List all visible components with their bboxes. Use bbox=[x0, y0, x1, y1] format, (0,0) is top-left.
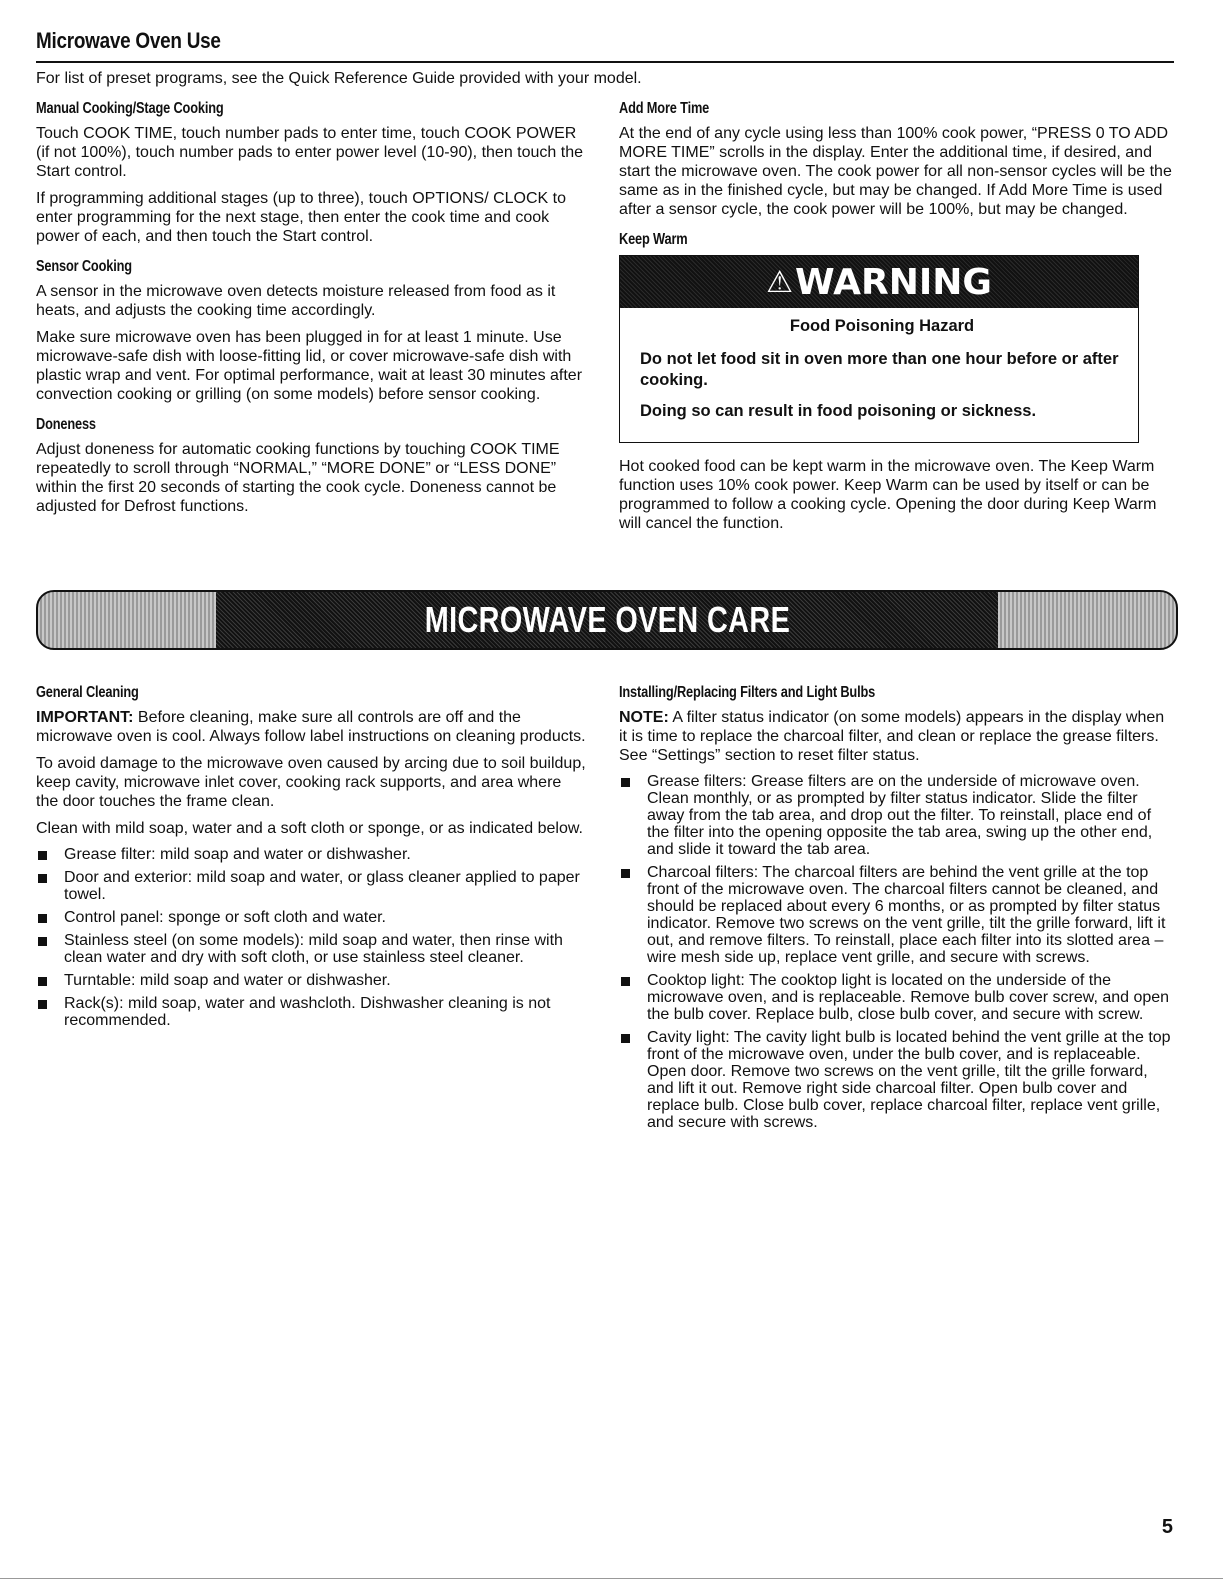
title-rule bbox=[36, 61, 1174, 63]
keep-warm-text: Hot cooked food can be kept warm in the microwave oven. The Keep Warm function uses 10% cook power. Keep Warm can be used by itself or can be programmed to follow a cooking cycle. Opening the door during Keep Warm will cancel the function. bbox=[619, 458, 1157, 532]
bullet-icon bbox=[621, 778, 630, 787]
warning-line-1: Do not let food sit in oven more than one hour before or after cooking. bbox=[640, 350, 1119, 389]
bullet-icon bbox=[38, 977, 47, 986]
list-item-text: Cooktop light: The cooktop light is located on the underside of the microwave oven, and is replaceable. Remove bulb cover screw, and open the bulb cover. Replace bulb, close bulb cover, and secure with screw. bbox=[647, 972, 1170, 1023]
care-right-column bbox=[619, 672, 1174, 1137]
list-item-text: Control panel: sponge or soft cloth and water. bbox=[64, 909, 386, 926]
add-more-time-text: At the end of any cycle using less than 100% cook power, “PRESS 0 TO ADD MORE TIME” scrolls in the display. Enter the additional time, if desired, and start the microwave oven. The cook power for all non-sensor cycles will be the same as in the finished cycle, but may be changed. If Add More Time is used after a sensor cycle, the cook power will be 100%, but may be changed. bbox=[619, 125, 1172, 218]
note-text: A filter status indicator (on some models) appears in the display when it is time to replace the charcoal filter, and clean or replace the grease filters. See “Settings” section to reset filter status. bbox=[619, 709, 1165, 764]
manual-cooking-text: Touch COOK TIME, touch number pads to enter time, touch COOK POWER (if not 100%), touch number pads to enter power level (10-90), then touch the Start control. bbox=[36, 125, 583, 180]
doneness-heading: Doneness bbox=[36, 416, 96, 433]
care-banner-title: MICROWAVE OVEN CARE bbox=[424, 599, 790, 640]
bullet-icon bbox=[38, 874, 47, 883]
care-banner bbox=[36, 590, 1178, 650]
bullet-icon bbox=[621, 977, 630, 986]
bullet-icon bbox=[38, 851, 47, 860]
sensor-cooking-tips: Make sure microwave oven has been plugged in for at least 1 minute. Use microwave-safe dish with loose-fitting lid, or cover microwave-safe dish with plastic wrap and vent. For optimal performance, wait at least 30 minutes after convection cooking or grilling (on some models) before sensor cooking. bbox=[36, 329, 583, 403]
filters-list bbox=[619, 773, 1174, 1131]
list-item bbox=[619, 864, 1174, 966]
warning-hazard-title: Food Poisoning Hazard bbox=[789, 317, 975, 335]
list-item-text: Rack(s): mild soap, water and washcloth. Dishwasher cleaning is not recommended. bbox=[64, 995, 551, 1029]
page-number: 5 bbox=[1161, 1516, 1173, 1538]
list-item-text: Cavity light: The cavity light bulb is located behind the vent grille at the top front of the microwave oven, under the bulb cover, and is replaceable. Open door. Remove two screws on the vent grille, tilt the grille forward, and lift it out. Remove right side charcoal filter. Open bulb cover and replace bulb. Close bulb cover, replace charcoal filter, replace vent grille, and secure with screws. bbox=[647, 1029, 1171, 1131]
use-left-column bbox=[36, 88, 586, 541]
warning-line-2: Doing so can result in food poisoning or sickness. bbox=[640, 402, 1037, 420]
list-item bbox=[36, 972, 586, 989]
warning-box bbox=[619, 255, 1139, 443]
bullet-icon bbox=[38, 937, 47, 946]
important-note bbox=[36, 708, 586, 746]
filter-note bbox=[619, 708, 1174, 765]
note-label: NOTE: bbox=[619, 709, 669, 726]
list-item bbox=[36, 869, 586, 903]
important-label: IMPORTANT: bbox=[36, 709, 134, 726]
care-left-column bbox=[36, 672, 586, 1137]
bullet-icon bbox=[38, 914, 47, 923]
warning-header bbox=[620, 256, 1138, 308]
general-cleaning-heading: General Cleaning bbox=[36, 684, 139, 701]
sensor-cooking-text: A sensor in the microwave oven detects moisture released from food as it heats, and adjusts the cooking time accordingly. bbox=[36, 283, 556, 319]
list-item bbox=[36, 909, 586, 926]
use-right-column bbox=[619, 88, 1174, 541]
list-item-text: Door and exterior: mild soap and water, or glass cleaner applied to paper towel. bbox=[64, 869, 580, 903]
manual-cooking-heading: Manual Cooking/Stage Cooking bbox=[36, 100, 224, 117]
cleaning-list bbox=[36, 846, 586, 1029]
page-content bbox=[36, 28, 1174, 1131]
list-item bbox=[36, 846, 586, 863]
care-section bbox=[36, 672, 1174, 1137]
doneness-text: Adjust doneness for automatic cooking functions by touching COOK TIME repeatedly to scroll through “NORMAL,” “MORE DONE” or “LESS DONE” within the first 20 seconds of starting the cook cycle. Doneness cannot be adjusted for Defrost functions. bbox=[36, 441, 560, 515]
bottom-rule bbox=[0, 1578, 1223, 1579]
list-item-text: Grease filters: Grease filters are on the underside of microwave oven. Clean monthly, or as prompted by filter status indicator. Slide the filter away from the tab area, and drop out the filter. To reinstall, place end of the filter into the opening opposite the tab area, swing up the other end, and slide it toward the tab area. bbox=[647, 773, 1153, 858]
list-item bbox=[619, 972, 1174, 1023]
bullet-icon bbox=[621, 869, 630, 878]
sensor-cooking-heading: Sensor Cooking bbox=[36, 258, 132, 275]
list-item bbox=[36, 995, 586, 1029]
bullet-icon bbox=[621, 1034, 630, 1043]
use-section bbox=[36, 88, 1174, 541]
page-title: Microwave Oven Use bbox=[36, 28, 221, 53]
list-item bbox=[619, 773, 1174, 858]
important-text: Before cleaning, make sure all controls are off and the microwave oven is cool. Always follow label instructions on cleaning products. bbox=[36, 709, 586, 745]
list-item bbox=[36, 932, 586, 966]
warning-body bbox=[620, 308, 1138, 442]
add-more-time-heading: Add More Time bbox=[619, 100, 710, 117]
bullet-icon bbox=[38, 1000, 47, 1009]
list-item bbox=[619, 1029, 1174, 1131]
warning-triangle-icon: ⚠ bbox=[766, 264, 794, 300]
keep-warm-heading: Keep Warm bbox=[619, 231, 688, 248]
intro-text: For list of preset programs, see the Quick Reference Guide provided with your model. bbox=[36, 70, 642, 87]
list-item-text: Charcoal filters: The charcoal filters are behind the vent grille at the top front of the microwave oven. The charcoal filters cannot be cleaned, and should be replaced about every 6 months, or as prompted by filter status indicator. Remove two screws on the vent grille, tilt the grille forward, lift it out, and remove filters. To reinstall, place each filter into its slotted area – wire mesh side up, replace vent grille, and secure with screws. bbox=[647, 864, 1166, 966]
arcing-text: To avoid damage to the microwave oven caused by arcing due to soil buildup, keep cavity, microwave inlet cover, cooking rack supports, and area where the door touches the frame clean. bbox=[36, 755, 586, 810]
list-item-text: Stainless steel (on some models): mild soap and water, then rinse with clean water and dry with soft cloth, or use stainless steel cleaner. bbox=[64, 932, 563, 966]
care-banner-center bbox=[216, 592, 998, 648]
list-item-text: Grease filter: mild soap and water or dishwasher. bbox=[64, 846, 411, 863]
clean-with-text: Clean with mild soap, water and a soft cloth or sponge, or as indicated below. bbox=[36, 820, 583, 837]
stage-cooking-text: If programming additional stages (up to three), touch OPTIONS/ CLOCK to enter programming for the next stage, then enter the cook time and cook power of each, and then touch the Start control. bbox=[36, 190, 567, 245]
warning-label: WARNING bbox=[795, 261, 992, 303]
list-item-text: Turntable: mild soap and water or dishwasher. bbox=[64, 972, 391, 989]
filters-bulbs-heading: Installing/Replacing Filters and Light Bulbs bbox=[619, 684, 876, 701]
